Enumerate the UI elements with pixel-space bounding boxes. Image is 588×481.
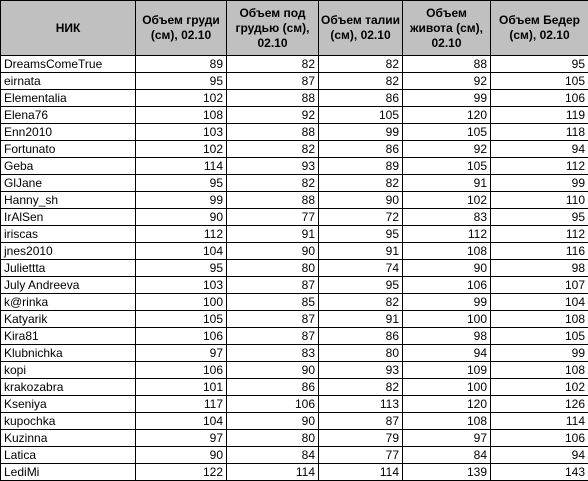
belly-cell[interactable]: 84 — [403, 447, 491, 464]
nick-cell[interactable]: IrAlSen — [1, 209, 136, 226]
belly-cell[interactable]: 139 — [403, 464, 491, 481]
waist-cell[interactable]: 77 — [319, 447, 403, 464]
underbust-cell[interactable]: 77 — [227, 209, 319, 226]
table-row — [1, 328, 588, 345]
hips-cell[interactable]: 99 — [491, 345, 588, 362]
chest-cell[interactable]: 95 — [136, 175, 227, 192]
nick-cell[interactable]: Elementalia — [1, 90, 136, 107]
chest-cell[interactable]: 90 — [136, 209, 227, 226]
table-row — [1, 464, 588, 481]
underbust-cell[interactable]: 93 — [227, 158, 319, 175]
underbust-cell[interactable]: 87 — [227, 73, 319, 90]
table-row — [1, 226, 588, 243]
underbust-cell[interactable]: 88 — [227, 124, 319, 141]
belly-cell[interactable]: 88 — [403, 56, 491, 73]
underbust-cell[interactable]: 90 — [227, 413, 319, 430]
belly-cell[interactable]: 108 — [403, 413, 491, 430]
chest-cell[interactable]: 114 — [136, 158, 227, 175]
chest-cell[interactable]: 97 — [136, 430, 227, 447]
table-row — [1, 277, 588, 294]
belly-cell[interactable]: 106 — [403, 277, 491, 294]
nick-cell[interactable]: Geba — [1, 158, 136, 175]
nick-cell[interactable]: Kuzinna — [1, 430, 136, 447]
hips-cell[interactable]: 94 — [491, 447, 588, 464]
hips-cell[interactable]: 110 — [491, 192, 588, 209]
waist-cell[interactable]: 82 — [319, 379, 403, 396]
waist-cell[interactable]: 89 — [319, 158, 403, 175]
nick-cell[interactable]: jnes2010 — [1, 243, 136, 260]
table-row — [1, 209, 588, 226]
belly-cell[interactable]: 99 — [403, 90, 491, 107]
hips-cell[interactable]: 95 — [491, 56, 588, 73]
nick-cell[interactable]: kupochka — [1, 413, 136, 430]
waist-cell[interactable]: 72 — [319, 209, 403, 226]
nick-cell[interactable]: DreamsComeTrue — [1, 56, 136, 73]
hips-cell[interactable]: 99 — [491, 175, 588, 192]
belly-cell[interactable]: 92 — [403, 141, 491, 158]
waist-cell[interactable]: 86 — [319, 90, 403, 107]
underbust-cell[interactable]: 88 — [227, 90, 319, 107]
nick-cell[interactable]: eirnata — [1, 73, 136, 90]
chest-cell[interactable]: 95 — [136, 260, 227, 277]
belly-cell[interactable]: 120 — [403, 396, 491, 413]
waist-cell[interactable]: 93 — [319, 362, 403, 379]
hips-cell[interactable]: 107 — [491, 277, 588, 294]
waist-cell[interactable]: 82 — [319, 294, 403, 311]
underbust-cell[interactable]: 84 — [227, 447, 319, 464]
header-underbust[interactable]: Объем под грудью (см), 02.10 — [227, 1, 319, 56]
waist-cell[interactable]: 99 — [319, 124, 403, 141]
belly-cell[interactable]: 90 — [403, 260, 491, 277]
nick-cell[interactable]: Katyarik — [1, 311, 136, 328]
waist-cell[interactable]: 95 — [319, 226, 403, 243]
belly-cell[interactable]: 94 — [403, 345, 491, 362]
table-row — [1, 362, 588, 379]
belly-cell[interactable]: 91 — [403, 175, 491, 192]
nick-cell[interactable]: Elena76 — [1, 107, 136, 124]
chest-cell[interactable]: 90 — [136, 447, 227, 464]
hips-cell[interactable]: 108 — [491, 362, 588, 379]
header-belly[interactable]: Объем живота (см), 02.10 — [403, 1, 491, 56]
underbust-cell[interactable]: 80 — [227, 260, 319, 277]
hips-cell[interactable]: 95 — [491, 209, 588, 226]
belly-cell[interactable]: 108 — [403, 243, 491, 260]
chest-cell[interactable]: 104 — [136, 243, 227, 260]
waist-cell[interactable]: 80 — [319, 345, 403, 362]
underbust-cell[interactable]: 83 — [227, 345, 319, 362]
belly-cell[interactable]: 105 — [403, 158, 491, 175]
waist-cell[interactable]: 105 — [319, 107, 403, 124]
nick-cell[interactable]: Kseniya — [1, 396, 136, 413]
nick-cell[interactable]: GlJane — [1, 175, 136, 192]
hips-cell[interactable]: 106 — [491, 430, 588, 447]
chest-cell[interactable]: 105 — [136, 311, 227, 328]
chest-cell[interactable]: 89 — [136, 56, 227, 73]
table-row — [1, 141, 588, 158]
chest-cell[interactable]: 99 — [136, 192, 227, 209]
nick-cell[interactable]: Hanny_sh — [1, 192, 136, 209]
nick-cell[interactable]: Klubnichka — [1, 345, 136, 362]
waist-cell[interactable]: 86 — [319, 141, 403, 158]
waist-cell[interactable]: 91 — [319, 243, 403, 260]
chest-cell[interactable]: 102 — [136, 90, 227, 107]
table-header — [1, 1, 588, 56]
waist-cell[interactable]: 82 — [319, 175, 403, 192]
belly-cell[interactable]: 100 — [403, 311, 491, 328]
nick-cell[interactable]: k@rinka — [1, 294, 136, 311]
table-row — [1, 124, 588, 141]
underbust-cell[interactable]: 106 — [227, 396, 319, 413]
underbust-cell[interactable]: 87 — [227, 328, 319, 345]
belly-cell[interactable]: 112 — [403, 226, 491, 243]
table-row — [1, 311, 588, 328]
waist-cell[interactable]: 114 — [319, 464, 403, 481]
table-row — [1, 90, 588, 107]
table-row — [1, 430, 588, 447]
waist-cell[interactable]: 86 — [319, 328, 403, 345]
hips-cell[interactable]: 114 — [491, 413, 588, 430]
waist-cell[interactable]: 74 — [319, 260, 403, 277]
chest-cell[interactable]: 106 — [136, 362, 227, 379]
waist-cell[interactable]: 91 — [319, 311, 403, 328]
nick-cell[interactable]: iriscas — [1, 226, 136, 243]
nick-cell[interactable]: Fortunato — [1, 141, 136, 158]
waist-cell[interactable]: 95 — [319, 277, 403, 294]
table-row — [1, 294, 588, 311]
nick-cell[interactable]: Juliettta — [1, 260, 136, 277]
table-row — [1, 192, 588, 209]
table-row — [1, 345, 588, 362]
chest-cell[interactable]: 102 — [136, 141, 227, 158]
underbust-cell[interactable]: 86 — [227, 379, 319, 396]
waist-cell[interactable]: 79 — [319, 430, 403, 447]
nick-cell[interactable]: krakozabra — [1, 379, 136, 396]
underbust-cell[interactable]: 114 — [227, 464, 319, 481]
nick-cell[interactable]: Kira81 — [1, 328, 136, 345]
hips-cell[interactable]: 98 — [491, 260, 588, 277]
hips-cell[interactable]: 105 — [491, 328, 588, 345]
hips-cell[interactable]: 143 — [491, 464, 588, 481]
belly-cell[interactable]: 105 — [403, 124, 491, 141]
waist-cell[interactable]: 90 — [319, 192, 403, 209]
hips-cell[interactable]: 106 — [491, 90, 588, 107]
chest-cell[interactable]: 97 — [136, 345, 227, 362]
underbust-cell[interactable]: 87 — [227, 311, 319, 328]
table-row — [1, 413, 588, 430]
chest-cell[interactable]: 112 — [136, 226, 227, 243]
underbust-cell[interactable]: 88 — [227, 192, 319, 209]
table-row — [1, 396, 588, 413]
underbust-cell[interactable]: 91 — [227, 226, 319, 243]
belly-cell[interactable]: 83 — [403, 209, 491, 226]
underbust-cell[interactable]: 87 — [227, 277, 319, 294]
waist-cell[interactable]: 82 — [319, 56, 403, 73]
hips-cell[interactable]: 119 — [491, 107, 588, 124]
hips-cell[interactable]: 112 — [491, 226, 588, 243]
chest-cell[interactable]: 104 — [136, 413, 227, 430]
underbust-cell[interactable]: 92 — [227, 107, 319, 124]
chest-cell[interactable]: 106 — [136, 328, 227, 345]
chest-cell[interactable]: 108 — [136, 107, 227, 124]
waist-cell[interactable]: 113 — [319, 396, 403, 413]
chest-cell[interactable]: 117 — [136, 396, 227, 413]
hips-cell[interactable]: 126 — [491, 396, 588, 413]
underbust-cell[interactable]: 80 — [227, 430, 319, 447]
header-row — [1, 1, 588, 56]
underbust-cell[interactable]: 82 — [227, 141, 319, 158]
header-chest[interactable]: Объем груди (см), 02.10 — [136, 1, 227, 56]
chest-cell[interactable]: 103 — [136, 277, 227, 294]
table-row — [1, 158, 588, 175]
nick-cell[interactable]: LediMi — [1, 464, 136, 481]
table-row — [1, 243, 588, 260]
chest-cell[interactable]: 95 — [136, 73, 227, 90]
waist-cell[interactable]: 82 — [319, 73, 403, 90]
underbust-cell[interactable]: 90 — [227, 362, 319, 379]
underbust-cell[interactable]: 90 — [227, 243, 319, 260]
hips-cell[interactable]: 102 — [491, 379, 588, 396]
hips-cell[interactable]: 108 — [491, 311, 588, 328]
underbust-cell[interactable]: 85 — [227, 294, 319, 311]
table-row — [1, 56, 588, 73]
belly-cell[interactable]: 97 — [403, 430, 491, 447]
table-row — [1, 447, 588, 464]
nick-cell[interactable]: July Andreeva — [1, 277, 136, 294]
belly-cell[interactable]: 120 — [403, 107, 491, 124]
header-waist[interactable]: Объем талии (см), 02.10 — [319, 1, 403, 56]
waist-cell[interactable]: 87 — [319, 413, 403, 430]
header-nick[interactable]: НИК — [1, 1, 136, 56]
table-row — [1, 73, 588, 90]
chest-cell[interactable]: 103 — [136, 124, 227, 141]
nick-cell[interactable]: Latica — [1, 447, 136, 464]
nick-cell[interactable]: Enn2010 — [1, 124, 136, 141]
belly-cell[interactable]: 100 — [403, 379, 491, 396]
table-row — [1, 260, 588, 277]
underbust-cell[interactable]: 82 — [227, 56, 319, 73]
table-body — [1, 56, 588, 481]
belly-cell[interactable]: 99 — [403, 294, 491, 311]
hips-cell[interactable]: 105 — [491, 73, 588, 90]
belly-cell[interactable]: 109 — [403, 362, 491, 379]
chest-cell[interactable]: 122 — [136, 464, 227, 481]
header-hips[interactable]: Объем Бедер (см), 02.10 — [491, 1, 588, 56]
belly-cell[interactable]: 102 — [403, 192, 491, 209]
nick-cell[interactable]: kopi — [1, 362, 136, 379]
hips-cell[interactable]: 112 — [491, 158, 588, 175]
belly-cell[interactable]: 98 — [403, 328, 491, 345]
hips-cell[interactable]: 118 — [491, 124, 588, 141]
underbust-cell[interactable]: 82 — [227, 175, 319, 192]
hips-cell[interactable]: 104 — [491, 294, 588, 311]
hips-cell[interactable]: 94 — [491, 141, 588, 158]
belly-cell[interactable]: 92 — [403, 73, 491, 90]
chest-cell[interactable]: 100 — [136, 294, 227, 311]
chest-cell[interactable]: 101 — [136, 379, 227, 396]
table-row — [1, 175, 588, 192]
hips-cell[interactable]: 116 — [491, 243, 588, 260]
table-row — [1, 379, 588, 396]
table-row — [1, 107, 588, 124]
